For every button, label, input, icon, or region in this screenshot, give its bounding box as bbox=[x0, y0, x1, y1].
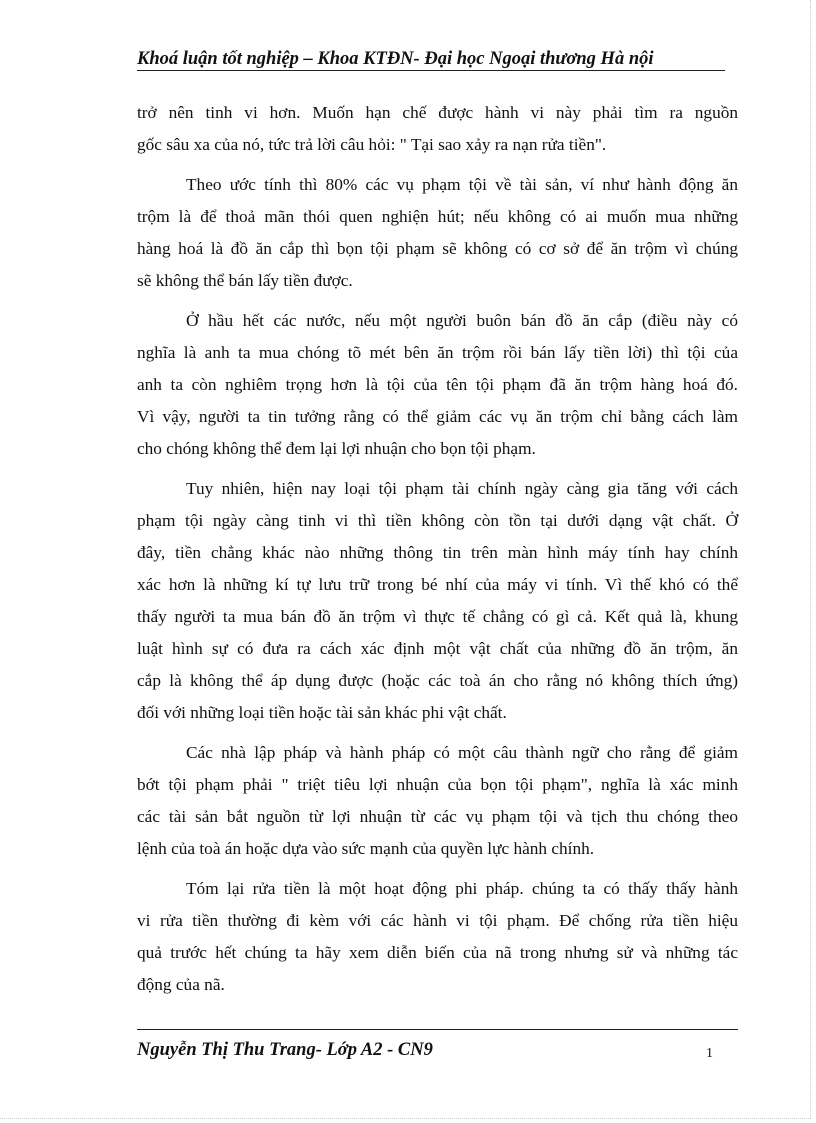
page-header bbox=[137, 48, 725, 71]
text-line: xác hơn là những kí tự lưu trữ trong bé nhí của máy vi tính. Vì thế khó có thể bbox=[137, 575, 738, 594]
document-body bbox=[137, 97, 738, 1009]
paragraph bbox=[137, 97, 738, 161]
text-line: các tài sản bắt nguồn từ lợi nhuận từ các vụ phạm tội và tịch thu chóng theo bbox=[137, 807, 738, 826]
text-line: Ở hầu hết các nước, nếu một người buôn bán đồ ăn cắp (điều này có bbox=[186, 311, 738, 330]
text-line: đối với những loại tiền hoặc tài sản khác phi vật chất. bbox=[137, 703, 507, 722]
text-line: cho chóng không thể đem lại lợi nhuận cho bọn tội phạm. bbox=[137, 439, 536, 458]
text-line: cắp là không thể áp dụng được (hoặc các toà án cho rằng nó không thích ứng) bbox=[137, 671, 738, 690]
footer-rule bbox=[137, 1029, 738, 1030]
text-line: Vì vậy, người ta tin tưởng rằng có thể giảm các vụ ăn trộm chỉ bằng cách làm bbox=[137, 407, 738, 426]
paragraph bbox=[137, 873, 738, 1001]
paragraph bbox=[137, 737, 738, 865]
text-line: động của nã. bbox=[137, 975, 225, 994]
paragraph bbox=[137, 473, 738, 729]
page-edge-right bbox=[810, 0, 811, 1118]
text-line: trở nên tinh vi hơn. Muốn hạn chế được hành vi này phải tìm ra nguồn bbox=[137, 103, 738, 122]
text-line: thấy người ta mua bán đồ ăn trộm vì thực tế chẳng có gì cả. Kết quả là, khung bbox=[137, 607, 738, 626]
header-title: Khoá luận tốt nghiệp – Khoa KTĐN- Đại học Ngoại thương Hà nội bbox=[137, 49, 654, 69]
text-line: trộm là để thoả mãn thói quen nghiện hút; nếu không có ai muốn mua những bbox=[137, 207, 738, 226]
text-line: đây, tiền chẳng khác nào những thông tin trên màn hình máy tính hay chính bbox=[137, 543, 738, 562]
text-line: bớt tội phạm phải " triệt tiêu lợi nhuận của bọn tội phạm", nghĩa là xác minh bbox=[137, 775, 738, 794]
page-number: 1 bbox=[706, 1046, 713, 1061]
page-edge-bottom bbox=[0, 1118, 811, 1119]
paragraph bbox=[137, 169, 738, 297]
text-line: vi rửa tiền thường đi kèm với các hành vi tội phạm. Để chống rửa tiền hiệu bbox=[137, 911, 738, 930]
text-line: lệnh của toà án hoặc dựa vào sức mạnh của quyền lực hành chính. bbox=[137, 839, 595, 858]
text-line: Các nhà lập pháp và hành pháp có một câu thành ngữ cho rằng để giảm bbox=[186, 743, 738, 762]
text-line: hàng hoá là đồ ăn cắp thì bọn tội phạm sẽ không có cơ sở để ăn trộm vì chúng bbox=[137, 239, 738, 258]
paragraph bbox=[137, 305, 738, 465]
text-line: sẽ không thể bán lấy tiền được. bbox=[137, 271, 353, 290]
text-line: Theo ước tính thì 80% các vụ phạm tội về tài sản, ví như hành động ăn bbox=[186, 175, 738, 194]
footer-author: Nguyễn Thị Thu Trang- Lớp A2 - CN9 bbox=[137, 1040, 433, 1060]
text-line: quả trước hết chúng ta hãy xem diễn biến của nã trong nhưng sử và những tác bbox=[137, 943, 738, 962]
text-line: Tóm lại rửa tiền là một hoạt động phi pháp. chúng ta có thấy thấy hành bbox=[186, 879, 738, 898]
text-line: anh ta còn nghiêm trọng hơn là tội của tên tội phạm đã ăn trộm hàng hoá đó. bbox=[137, 375, 738, 394]
text-line: luật hình sự có đưa ra cách xác định một vật chất của những đồ ăn trộm, ăn bbox=[137, 639, 738, 658]
text-line: nghĩa là anh ta mua chóng tõ mét bên ăn trộm rồi bán lấy tiền lời) thì tội của bbox=[137, 343, 738, 362]
text-line: phạm tội ngày càng tinh vi thì tiền không còn tồn tại dưới dạng vật chất. Ở bbox=[137, 511, 738, 530]
text-line: Tuy nhiên, hiện nay loại tội phạm tài chính ngày càng gia tăng với cách bbox=[186, 479, 738, 498]
text-line: gốc sâu xa của nó, tức trả lời câu hỏi: " Tại sao xảy ra nạn rửa tiền". bbox=[137, 135, 607, 154]
